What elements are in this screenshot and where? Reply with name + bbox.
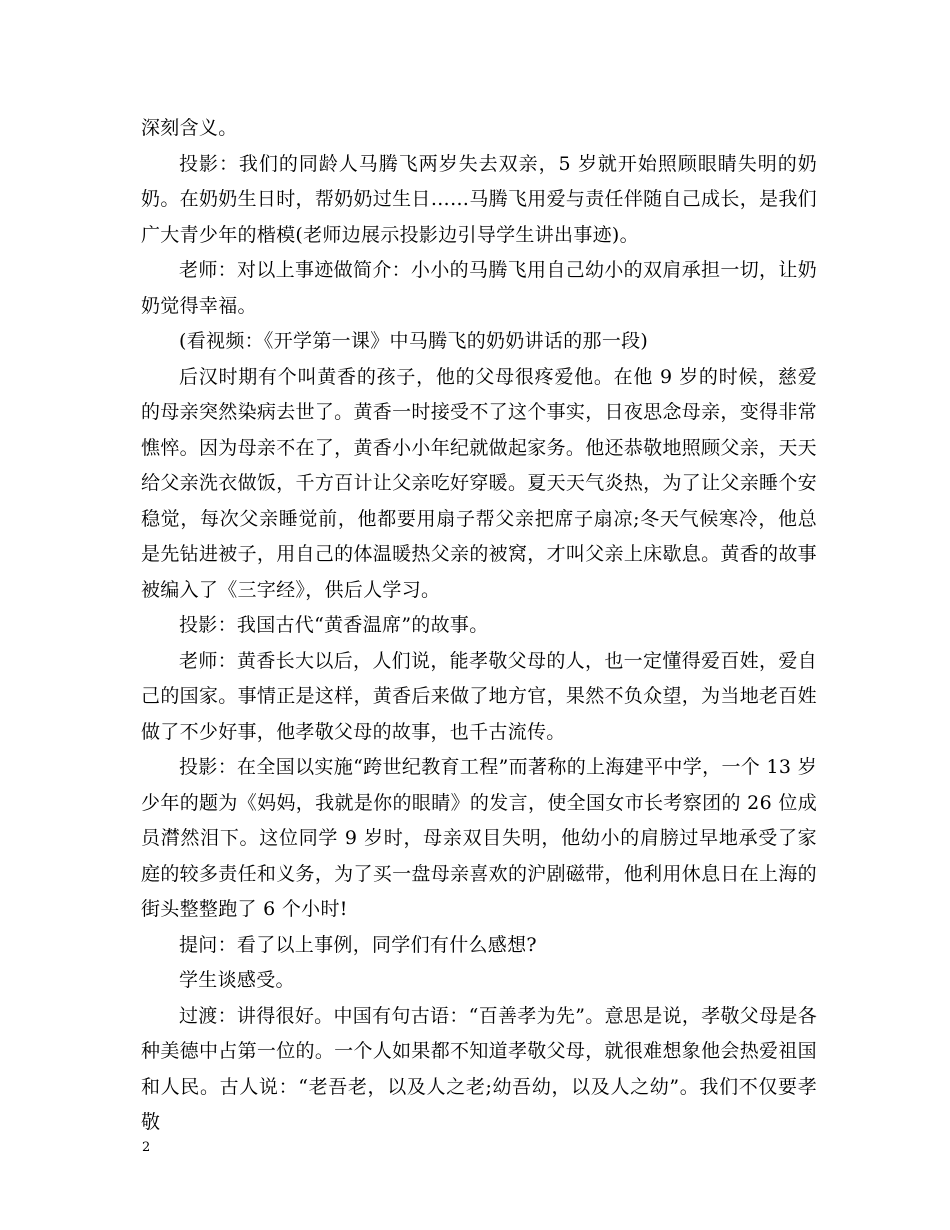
paragraph: 老师：黄香长大以后，人们说，能孝敬父母的人，也一定懂得爱百姓，爱自己的国家。事情正是这样，黄香后来做了地方官，果然不负众望，为当地老百姓做了不少好事，他孝敬父母的故事，也千古流传。 [141, 649, 817, 743]
paragraph: 学生谈感受。 [179, 969, 295, 991]
paragraph: 投影：我们的同龄人马腾飞两岁失去双亲，5 岁就开始照顾眼睛失明的奶奶。在奶奶生日时，帮奶奶过生日……马腾飞用爱与责任伴随自己成长，是我们广大青少年的楷模(老师边展示投影边引导学生讲出事迹)。 [141, 152, 817, 246]
paragraph: 投影：我国古代“黄香温席”的故事。 [179, 614, 489, 636]
paragraph: 投影：在全国以实施“跨世纪教育工程”而著称的上海建平中学，一个 13 岁少年的题为《妈妈，我就是你的眼睛》的发言，使全国女市长考察团的 26 位成员潸然泪下。这位同学 9 岁时，母亲双目失明，他幼小的肩膀过早地承受了家庭的较多责任和义务，为了买一盘母亲喜欢的沪剧磁带，他利用休息日在上海的街头整整跑了 6 个小时! [141, 756, 817, 920]
body-text [141, 111, 817, 1141]
paragraph: 深刻含义。 [141, 117, 238, 139]
paragraph: 提问：看了以上事例，同学们有什么感想? [179, 933, 537, 956]
paragraph: 老师：对以上事迹做简介：小小的马腾飞用自己幼小的双肩承担一切，让奶奶觉得幸福。 [141, 259, 817, 317]
page-number: 2 [142, 1140, 151, 1155]
paragraph: (看视频：《开学第一课》中马腾飞的奶奶讲话的那一段) [179, 330, 649, 352]
paragraph: 后汉时期有个叫黄香的孩子，他的父母很疼爱他。在他 9 岁的时候，慈爱的母亲突然染病去世了。黄香一时接受不了这个事实，日夜思念母亲，变得非常憔悴。因为母亲不在了，黄香小小年纪就做起家务。他还恭敬地照顾父亲，天天给父亲洗衣做饭，千方百计让父亲吃好穿暖。夏天天气炎热，为了让父亲睡个安稳觉，每次父亲睡觉前，他都要用扇子帮父亲把席子扇凉;冬天气候寒冷，他总是先钻进被子，用自己的体温暖热父亲的被窝，才叫父亲上床歇息。黄香的故事被编入了《三字经》，供后人学习。 [141, 365, 817, 601]
paragraph: 过渡：讲得很好。中国有句古语：“百善孝为先”。意思是说，孝敬父母是各种美德中占第一位的。一个人如果都不知道孝敬父母，就很难想象他会热爱祖国和人民。古人说：“老吾老，以及人之老;幼吾幼，以及人之幼”。我们不仅要孝敬 [141, 1004, 817, 1133]
